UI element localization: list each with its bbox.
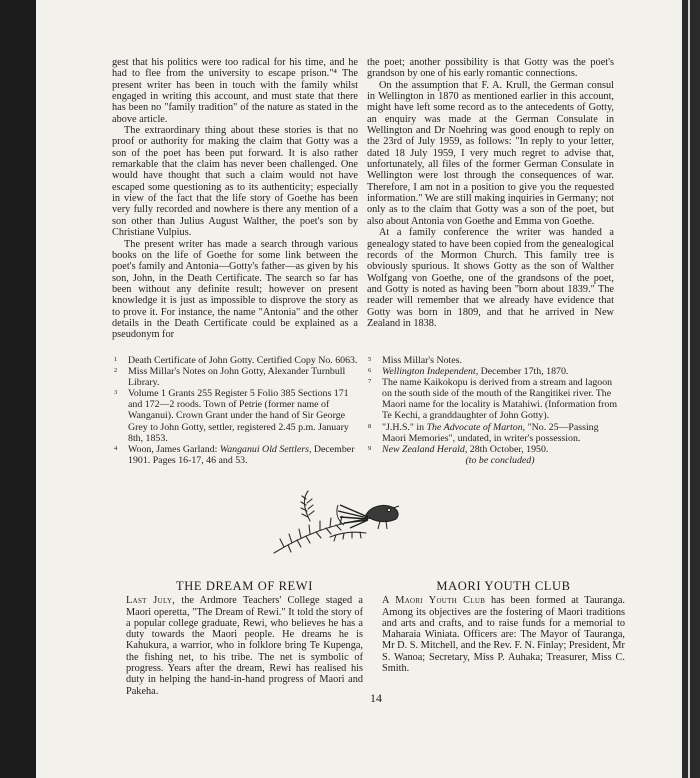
article-body: Last July, the Ardmore Teachers' College staged a Maori operetta, "The Dream of Rewi." It told the story of a popular college graduate, Rewi, who believes he has a duty towards the Maori people. He dreams he is Kahukura, a warrior, who in folklore bring Te Kupenga, the fishing net, to his tribe. The net is symbolic of progress. Years after the dream, Rewi has realised his duty in helping the hand-in-hand progress of Maori and Pakeha. [126,595,363,697]
paragraph: The extraordinary thing about these stories is that no proof or authority for making the claim that Gotty was a son of the poet has been put forward. It is also rather remarkable that the claim has never been challenged. One would have thought that such a claim would not have escaped some questioning as to its authenticity; especially in view of the fact that the life story of Goethe has been very fully recorded and nowhere is there any mention of a son other than Julius August Walther, the poet's son by Christiane Vulpius. [112,125,358,239]
article-title: MAORI YOUTH CLUB [436,579,571,593]
fantail-illustration [270,487,430,557]
fantail-tail [338,505,368,528]
footnote: 3 Volume 1 Grants 255 Register 5 Folio 385 Sections 171 and 172—2 roods. Town of Petrie (former name of Wanganui). Crown Grant under the hand of Sir George Grey to John Gotty, settler, registered 2.45 p.m. January 8th, 1853. [114,388,349,444]
paragraph: The present writer has made a search through various books on the life of Goethe for some link between the poet's family and Antonia—Gotty's father—as given by his son, John, in the Death Certificate. The search so far has been without any definite result; however on present knowledge it is just as impossible to disprove the story as to prove it. For instance, the name "Antonia" and the other details in the Death Certificate could be explained as a pseudonym for [112,238,358,341]
to-be-concluded: (to be concluded) [465,454,535,466]
column-left [112,57,358,341]
paragraph: On the assumption that F. A. Krull, the German consul in Wellington in 1870 as mentioned earlier in this account, might have left some record as to the antecedents of Gotty, an enquiry was made at the German Consulate in Wellington and Dr Noehring was good enough to reply on the 23rd of July 1959, as follows: "In reply to your letter, dated 18 July 1959, I very much regret to advise that, unfortunately, all files of the former German Consulate in Wellington were lost through the consequences of war. Therefore, I am not in a position to give you the requested information." We are still making inquiries in Germany; not only as to the claim that Gotty was a son of the poet, but also about Antonia von Goethe and Emma von Goethe. [367,79,614,227]
column-right [367,57,614,329]
fern-frond [280,516,342,547]
footnote: 9 New Zealand Herald, 28th October, 1950. (to be concluded) [368,444,618,466]
footnote: 5 Miss Millar's Notes. [368,355,462,366]
footnote: 6 Wellington Independent, December 17th, 1870. [368,366,569,378]
article-dream-of-rewi [126,581,363,697]
paragraph: gest that his politics were too radical for his time, and he had to flee from the university to escape prison."⁴ The present writer has been in touch with the family whilst engaged in writing this account, and must state that there has been no "family tradition" of the nature as stated in the above article. [112,57,358,125]
footnotes-right [368,355,618,466]
page-edge [682,0,700,778]
fantail-bird-eye [387,508,390,511]
footnote: 7 The name Kaikokopu is derived from a stream and lagoon on the south side of the mouth of the Rangitikei river. The Maori name for the locality is Matahiwi. (Information from Te Kechi, a granddaughter of John Gotty). [368,377,618,422]
paragraph: the poet; another possibility is that Gotty was the poet's grandson by one of his early romantic connections. [367,57,614,80]
fern-frond [288,525,341,552]
article-maori-youth-club [382,581,625,674]
footnotes-left [114,355,360,466]
footnote: 8 "J.H.S." in The Advocate of Marton, "No. 25—Passing Maori Memories", undated, in writer's possession. [368,421,599,444]
footnote: 1 Death Certificate of John Gotty. Certified Copy No. 6063. [114,355,358,366]
paragraph: At a family conference the writer was handed a genealogy stated to have been copied from the genealogical records of the Mormon Church. This family tree is obviously spurious. It shows Gotty as the son of Walther Wolfgang von Goethe, one of the grandsons of the poet, and Gotty is noted as having been "born about 1839." The reader will remember that we already have evidence that Gotty was born in 1809, and that he arrived in New Zealand in 1838. [367,227,614,329]
article-body: A Maori Youth Club has been formed at Tauranga. Among its objectives are the fostering of Maori traditions and arts and crafts, and to raise funds for a memorial to Maharaia Winiata. Officers are: The Mayor of Tauranga, Mr D. S. Mitchell, and the Rev. F. N. Finlay; President, Mr S. Wanoa; Secretary, Miss P. Auhaka; Treasurer, Miss C. Smith. [382,595,625,675]
footnote: 4 Woon, James Garland: Wanganui Old Settlers, December 1901. Pages 16-17, 46 and 53. [114,443,355,466]
article-title: THE DREAM OF REWI [176,579,313,593]
footnote: 2 Miss Millar's Notes on John Gotty, Alexander Turnbull Library. [114,366,346,389]
page-number: 14 [370,691,382,705]
